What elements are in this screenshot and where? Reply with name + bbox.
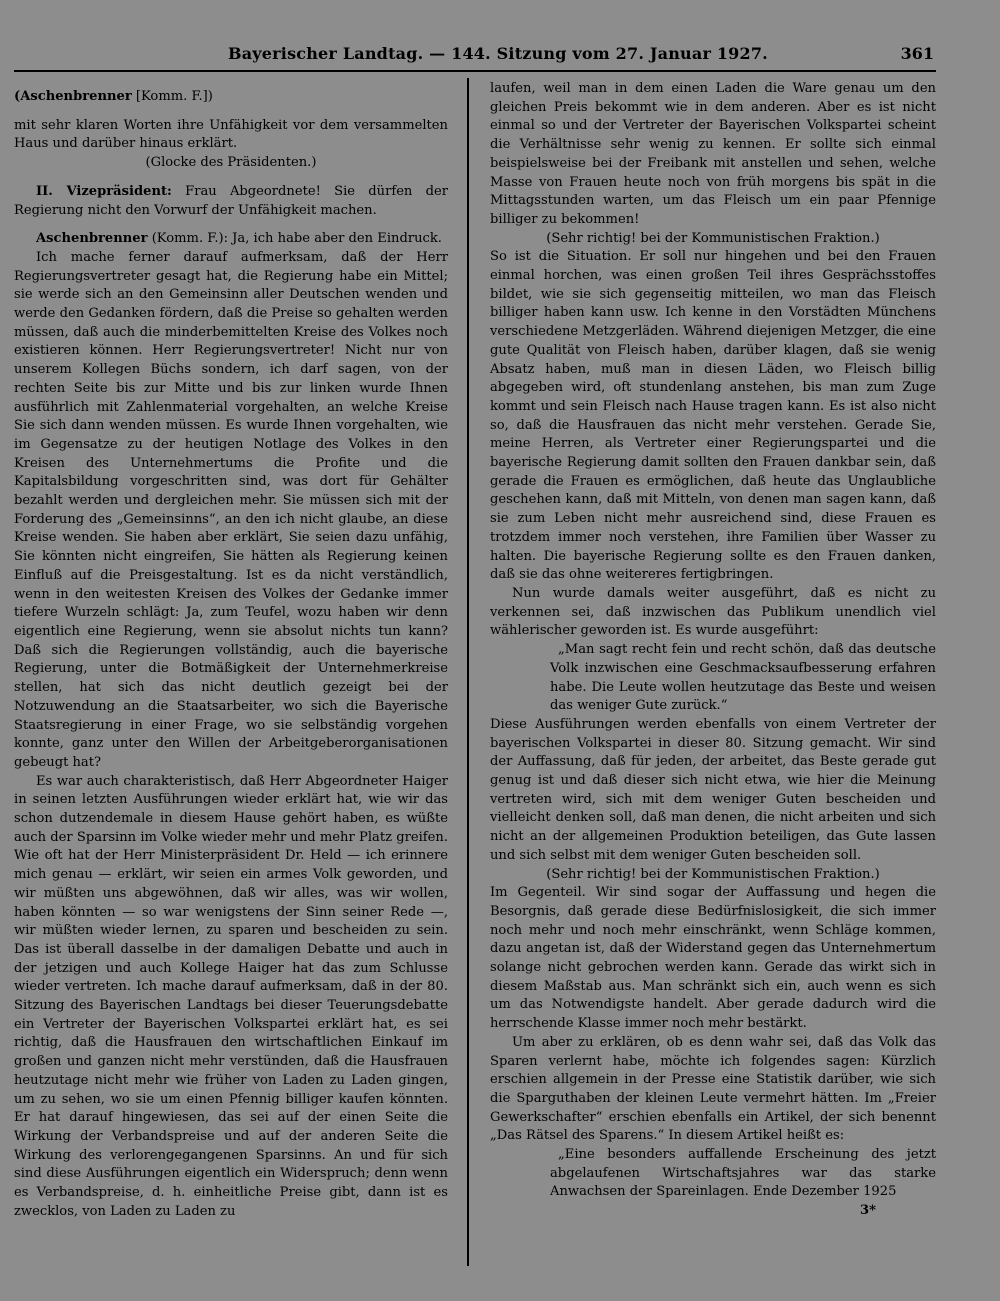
paragraph: Nun wurde damals weiter ausgeführt, daß es nicht zu verkennen sei, daß inzwischen das Publikum unendlich viel wählerischer geworden ist. Es wurde ausgeführt: [490, 585, 936, 639]
paragraph: Diese Ausführungen werden ebenfalls von einem Vertreter der bayerischen Volkspartei in dieser 80. Sitzung gemacht. Wir sind der Auffassung, daß für jeden, der arbeitet, das Beste gerade gut genug ist und daß dieser sich nicht etwa, wie hier die Meinung vertreten wird, sich mit dem weniger Guten bescheiden und vielleicht denken soll, daß man denen, die nicht arbeiten und sich nicht an der allgemeinen Produktion beteiligen, das Gute lassen und sich selbst mit dem weniger Guten bescheiden soll. [490, 716, 936, 863]
page-number: 361 [900, 44, 934, 63]
column-rule [467, 78, 469, 1266]
spacer [14, 107, 448, 117]
stage-direction: (Sehr richtig! bei der Kommunistischen Fraktion.) [546, 230, 880, 246]
quotation: „Man sagt recht fein und recht schön, daß das deutsche Volk inzwischen eine Geschmacksaufbesserung erfahren habe. Die Leute wollen heutzutage das Beste und weisen das weniger Gute zurück.“ [550, 642, 936, 714]
paragraph: laufen, weil man in dem einen Laden die Ware genau um den gleichen Preis bekommt wie in dem anderen. Aber es ist nicht einmal so und der Vertreter der Bayerischen Volkspartei scheint die Verhältnisse sehr wenig zu kennen. Er sollte sich einmal beispielsweise bei der Freibank mit anstellen und sehen, welche Masse von Frauen heute noch von früh morgens bis spät in die Mittagsstunden warten, um das Fleisch um ein paar Pfennige billiger zu bekommen! [490, 81, 936, 227]
speaker-paragraph [14, 183, 448, 220]
running-title: Bayerischer Landtag. — 144. Sitzung vom 27. Januar 1927. [228, 44, 768, 63]
speaker-name: II. Vizepräsident: [36, 183, 172, 199]
continued-speaker: (Aschenbrenner [14, 89, 132, 104]
spacer [14, 220, 448, 230]
paragraph: Um aber zu erklären, ob es denn wahr sei, daß das Volk das Sparen verlernt habe, möchte ich folgendes sagen: Kürzlich erschien allgemein in der Presse eine Statistik darüber, wie sich die Sparguthaben der kleinen Leute vermehrt hätten. Im „Freier Gewerkschafter“ erschien ebenfalls ein Artikel, der sich benennt „Das Rätsel des Sparens.“ In diesem Artikel heißt es: [490, 1034, 936, 1144]
continued-speaker-line [14, 88, 448, 107]
spacer [14, 173, 448, 183]
right-column [490, 80, 936, 1221]
stage-direction: (Sehr richtig! bei der Kommunistischen Fraktion.) [546, 866, 880, 882]
continued-party: [Komm. F.]) [131, 89, 213, 104]
signature-mark: 3* [860, 1203, 876, 1219]
speaker-text: Frau Abgeordnete! Sie dürfen der Regierung nicht den Vorwurf der Unfähigkeit machen. [14, 183, 448, 218]
running-header [14, 42, 934, 70]
speaker-name: Aschenbrenner [36, 231, 148, 247]
paragraph: Es war auch charakteristisch, daß Herr Abgeordneter Haiger in seinen letzten Ausführungen wieder erklärt hat, wie wir das schon dutzendemale in diesem Hause gehört haben, es wüßte auch der Sparsinn im Volke wieder mehr und mehr Platz greifen. Wie oft hat der Herr Ministerpräsident Dr. Held — ich erinnere mich genau — erklärt, wir seien ein armes Volk geworden, und wir müßten uns abgewöhnen, daß wir alles, was wir wollen, haben könnten — so war wenigstens der Sinn seiner Rede —, wir müßten wieder lernen, zu sparen und bescheiden zu sein. Das ist überall dasselbe in der damaligen Debatte und auch in der jetzigen und auch Kollege Haiger hat das zum Schlusse wieder vertreten. Ich mache darauf aufmerksam, daß in der 80. Sitzung des Bayerischen Landtags bei dieser Teuerungsdebatte ein Vertreter der Bayerischen Volkspartei erklärt hat, es sei richtig, daß die Hausfrauen den wirtschaftlichen Einkauf im großen und ganzen nicht mehr verstünden, daß die Hausfrauen heutzutage nicht mehr wie früher von Laden zu Laden gingen, um zu sehen, wo sie um einen Pfennig billiger kaufen könnten. Er hat darauf hingewiesen, das sei auf der einen Seite die Wirkung der Verbandspreise und auf der anderen Seite die Wirkung des verlorengegangenen Sparsinns. An und für sich sind diese Ausführungen eigentlich ein Widerspruch; denn wenn es Verbandspreise, d. h. einheitliche Preise gibt, dann ist es zwecklos, von Laden zu Laden zu [14, 773, 448, 1219]
paragraph: mit sehr klaren Worten ihre Unfähigkeit vor dem versammelten Haus und darüber hinaus erklärt. [14, 117, 448, 152]
header-rule [14, 70, 936, 72]
speaker-text: (Komm. F.): Ja, ich habe aber den Eindruck. [147, 231, 442, 247]
quotation: „Eine besonders auffallende Erscheinung des jetzt abgelaufenen Wirtschaftsjahres war das starke Anwachsen der Spareinlagen. Ende Dezember 1925 [550, 1147, 936, 1200]
paragraph: So ist die Situation. Er soll nur hingehen und bei den Frauen einmal horchen, was einen großen Teil ihres Gesprächsstoffes bildet, wie sie sich gegenseitig mitteilen, wo man das Fleisch billiger haben kann usw. Ich kenne in den Vorstädten Münchens verschiedene Metzgerläden. Während diejenigen Metzger, die eine gute Qualität von Fleisch haben, darüber klagen, daß sie wenig Absatz haben, muß man in diesen Läden, wo Fleisch billig abgegeben wird, oft stundenlang anstehen, bis man zum Zuge kommt und sein Fleisch nach Hause tragen kann. Es ist also nicht so, daß die Hausfrauen das nicht mehr verstehen. Gerade Sie, meine Herren, als Vertreter einer Regierungspartei und die bayerische Regierung damit sollten den Frauen dankbar sein, daß gerade die Frauen es ermöglichen, daß heute das Unglaubliche geschehen kann, daß mit Mitteln, von denen man sagen kann, daß sie zum Leben nicht mehr ausreichend sind, diese Frauen es trotzdem immer noch verstehen, ihre Familien über Wasser zu halten. Die bayerische Regierung sollte es den Frauen danken, daß sie das ohne weitereres fertigbringen. [490, 249, 936, 583]
left-column [14, 88, 448, 1221]
paragraph: Im Gegenteil. Wir sind sogar der Auffassung und hegen die Besorgnis, daß gerade diese Bedürfnislosigkeit, die sich immer noch mehr und noch mehr einschränkt, wenn Schläge kommen, dazu angetan ist, daß der Widerstand gegen das Unternehmertum solange nicht gebrochen werden kann. Gerade das wirkt sich in diesem Maßstab aus. Man schränkt sich ein, auch wenn es sich um das Notwendigste handelt. Aber gerade dadurch wird die herrschende Klasse immer noch mehr bestärkt. [490, 885, 936, 1032]
speaker-paragraph [14, 230, 448, 249]
stage-direction: (Glocke des Präsidenten.) [145, 155, 317, 171]
paragraph: Ich mache ferner darauf aufmerksam, daß der Herr Regierungsvertreter gesagt hat, die Regierung habe ein Mittel; sie werde sich an den Gemeinsinn aller Deutschen wenden und werde den Gedanken fördern, daß die Preise so gehalten werden müssen, daß auch die minderbemittelten Kreise des Volkes noch existieren können. Herr Regierungsvertreter! Nicht nur von unserem Kollegen Büchs sondern, ich darf sagen, von der rechten Seite bis zur Mitte und bis zur linken wurde Ihnen ausführlich mit Zahlenmaterial vorgehalten, an welche Kreise Sie sich dann wenden müssen. Es wurde Ihnen vorgehalten, wie im Gegensatze zu der heutigen Notlage des Volkes in den Kreisen des Unternehmertums die Profite und die Kapitalsbildung vorgeschritten sind, was dort für Gehälter bezahlt werden und dergleichen mehr. Sie müssen sich mit der Forderung des „Gemeinsinns“, an den ich nicht glaube, an diese Kreise wenden. Sie haben aber erklärt, Sie seien dazu unfähig, Sie könnten nicht eingreifen, Sie hätten als Regierung keinen Einfluß auf die Preisgestaltung. Ist es da nicht verständlich, wenn in den weitesten Kreisen des Volkes der Gedanke immer tiefere Wurzeln schlägt: Ja, zum Teufel, wozu haben wir denn eigentlich eine Regierung, wenn sie absolut nichts tun kann? Daß sich die Regierungen vollständig, auch die bayerische Regierung, unter die Botmäßigkeit der Unternehmerkreise stellen, hat sich das nicht deutlich gezeigt bei der Notzuwendung an die Staatsarbeiter, wo sich die Bayerische Staatsregierung in einer Frage, wo sie selbständig vorgehen konnte, ganz unter den Willen der Arbeitgeberorganisationen gebeugt hat? [14, 249, 448, 770]
